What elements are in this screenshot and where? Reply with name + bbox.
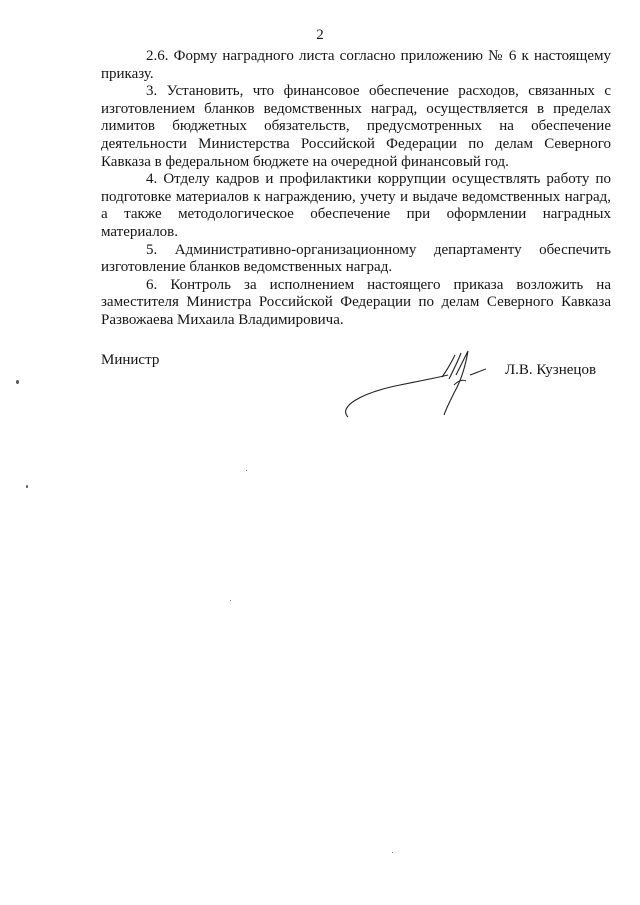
- scan-speck: [392, 852, 393, 853]
- page-number: 2: [316, 27, 324, 43]
- paragraph-2-6: 2.6. Форму наградного листа согласно приложению № 6 к настоящему приказу.: [101, 48, 611, 82]
- paragraph-6: 6. Контроль за исполнением настоящего приказа возложить на заместителя Министра Российской Федерации по делам Северного Кавказа Развожаева Михаила Владимировича.: [101, 276, 611, 328]
- scan-speck: [26, 485, 28, 488]
- signatory-title: Министр: [101, 352, 160, 368]
- paragraph-4: 4. Отделу кадров и профилактики коррупции осуществлять работу по подготовке материалов к награждению, учету и выдаче ведомственных наград, а также методологическое обеспечение при оформлении наградных материалов.: [101, 171, 611, 240]
- handwritten-signature: [330, 345, 500, 430]
- document-body: [101, 48, 611, 330]
- signatory-name: Л.В. Кузнецов: [505, 362, 597, 378]
- scan-speck: [230, 600, 231, 601]
- paragraph-5: 5. Административно-организационному департаменту обеспечить изготовление бланков ведомственных наград.: [101, 241, 611, 276]
- scan-speck: [246, 470, 247, 471]
- scan-speck: [16, 380, 19, 384]
- paragraph-3: 3. Установить, что финансовое обеспечение расходов, связанных с изготовлением бланков ведомственных наград, осуществляется в пределах лимитов бюджетных обязательств, предусмотренных на обеспечение деятельности Министерства Российской Федерации по делам Северного Кавказа в федеральном бюджете на очередной финансовый год.: [101, 83, 611, 170]
